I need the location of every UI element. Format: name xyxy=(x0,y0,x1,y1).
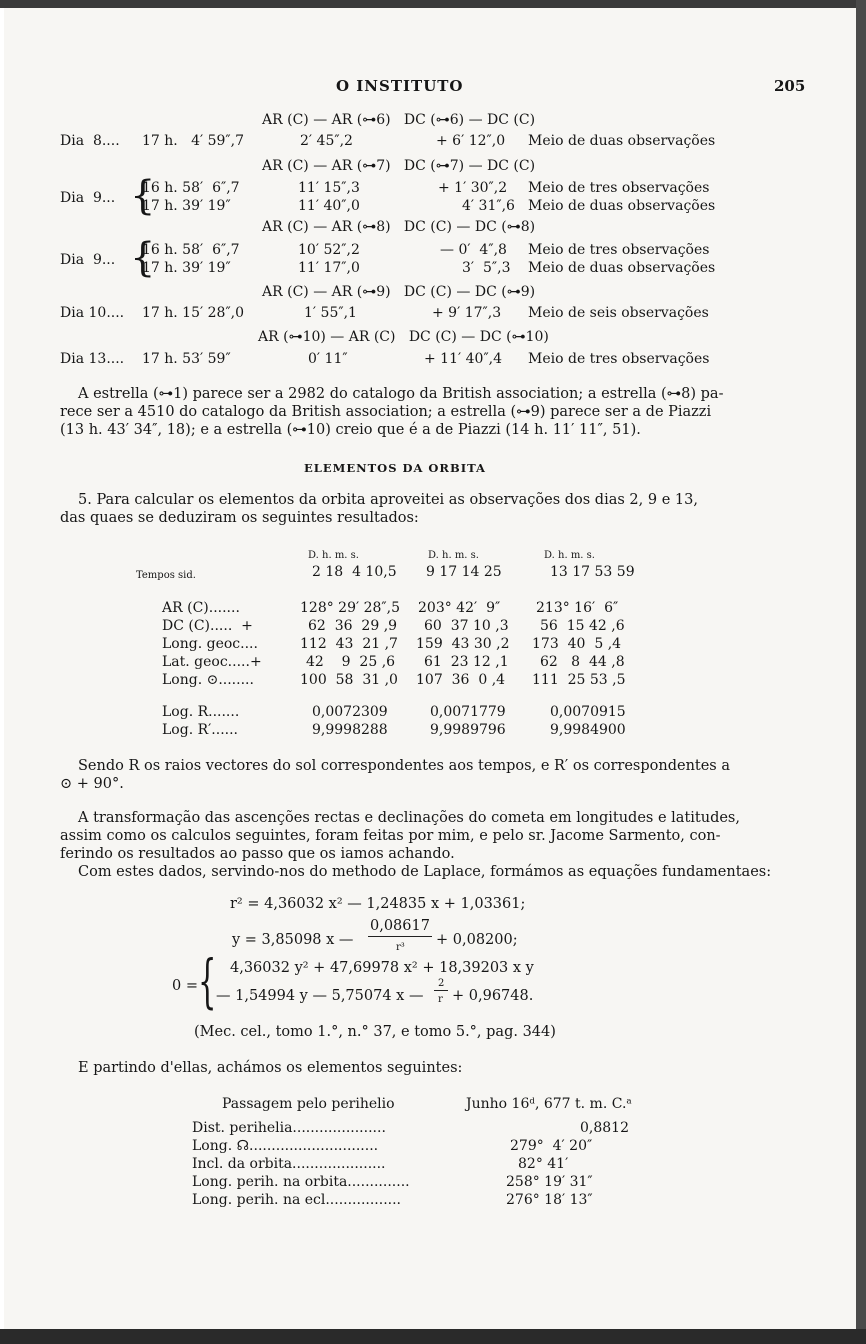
obs-day: Dia 8.... xyxy=(60,133,120,149)
obs-note: Meio de seis observações xyxy=(528,305,709,321)
obs-head: AR (C) — AR (⊶6) DC (⊶6) — DC (C) xyxy=(262,112,536,128)
obs-ar: 10′ 52″,2 xyxy=(298,242,360,258)
obs-note: Meio de tres observações xyxy=(528,351,710,367)
cell: 9 17 14 25 xyxy=(426,564,502,580)
column-unit: D. h. m. s. xyxy=(544,550,595,561)
element-label: Long. ☊............................. xyxy=(192,1138,379,1154)
element-value: 276° 18′ 13″ xyxy=(506,1192,593,1208)
paragraph-line: ⊙ + 90°. xyxy=(60,776,124,792)
obs-time: 17 h. 39′ 19″ xyxy=(142,260,231,276)
cell: 56 15 42 ,6 xyxy=(540,618,625,634)
equation: r² = 4,36032 x² — 1,24835 x + 1,03361; xyxy=(230,896,526,912)
row-label: Log. R′...... xyxy=(162,722,239,738)
paragraph-line: rece ser a 4510 do catalogo da British association; a estrella (⊶9) parece ser a de Piazzi xyxy=(60,404,712,420)
element-label: Long. perih. na orbita.............. xyxy=(192,1174,410,1190)
cell: 112 43 21 ,7 xyxy=(300,636,398,652)
scan-edge-top xyxy=(0,0,866,8)
paragraph-line: ferindo os resultados ao passo que os iamos achando. xyxy=(60,846,455,862)
obs-time: 16 h. 58′ 6″,7 xyxy=(142,242,240,258)
obs-day: Dia 9... xyxy=(60,190,116,206)
fraction-numerator: 2 xyxy=(438,978,445,989)
column-unit: D. h. m. s. xyxy=(428,550,479,561)
cell: 0,0072309 xyxy=(312,704,388,720)
obs-time: 17 h. 15′ 28″,0 xyxy=(142,305,245,321)
equation: — 1,54994 y — 5,75074 x — xyxy=(216,988,429,1004)
obs-dc: + 9′ 17″,3 xyxy=(432,305,502,321)
cell: 213° 16′ 6″ xyxy=(536,600,619,616)
cell: 60 37 10 ,3 xyxy=(424,618,509,634)
row-label: Long. geoc.... xyxy=(162,636,258,652)
cell: 2 18 4 10,5 xyxy=(312,564,397,580)
paragraph-line: Com estes dados, servindo-nos do methodo de Laplace, formámos as equações fundamentaes: xyxy=(78,864,772,880)
row-label: Long. ⊙........ xyxy=(162,672,254,688)
element-value: 82° 41′ xyxy=(518,1156,569,1172)
row-label: Tempos sid. xyxy=(136,570,196,581)
cell: 62 36 29 ,9 xyxy=(308,618,398,634)
fraction-denominator: r xyxy=(438,994,443,1005)
obs-note: Meio de tres observações xyxy=(528,180,710,196)
section-title: ELEMENTOS DA ORBITA xyxy=(304,461,486,475)
paragraph-line: Sendo R os raios vectores do sol correspondentes aos tempos, e R′ os correspondentes a xyxy=(78,758,731,774)
obs-head: AR (C) — AR (⊶8) DC (C) — DC (⊶8) xyxy=(262,219,536,235)
element-label: Passagem pelo perihelio xyxy=(222,1096,395,1112)
row-label: AR (C)....... xyxy=(162,600,240,616)
cell: 159 43 30 ,2 xyxy=(416,636,510,652)
cell: 42 9 25 ,6 xyxy=(306,654,396,670)
obs-note: Meio de tres observações xyxy=(528,242,710,258)
obs-head: AR (C) — AR (⊶7) DC (⊶7) — DC (C) xyxy=(262,158,536,174)
element-label: Incl. da orbita..................... xyxy=(192,1156,386,1172)
fraction-bar xyxy=(368,936,432,937)
cell: 0,0071779 xyxy=(430,704,506,720)
brace-icon: { xyxy=(198,947,217,1015)
obs-note: Meio de duas observações xyxy=(528,133,716,149)
cell: 9,9998288 xyxy=(312,722,388,738)
cell: 100 58 31 ,0 xyxy=(300,672,398,688)
element-value: 258° 19′ 31″ xyxy=(506,1174,593,1190)
paragraph-line: das quaes se deduziram os seguintes resultados: xyxy=(60,510,419,526)
obs-dc: 3′ 5″,3 xyxy=(462,260,511,276)
obs-time: 17 h. 39′ 19″ xyxy=(142,198,231,214)
cell: 0,0070915 xyxy=(550,704,626,720)
cell: 61 23 12 ,1 xyxy=(424,654,509,670)
fraction-numerator: 0,08617 xyxy=(370,918,430,934)
cell: 9,9989796 xyxy=(430,722,506,738)
obs-day: Dia 10.... xyxy=(60,305,125,321)
column-unit: D. h. m. s. xyxy=(308,550,359,561)
obs-time: 17 h. 53′ 59″ xyxy=(142,351,231,367)
paragraph-line: A estrella (⊶1) parece ser a 2982 do catalogo da British association; a estrella (⊶8) pa- xyxy=(78,386,724,402)
cell: 107 36 0 ,4 xyxy=(416,672,506,688)
obs-dc: 4′ 31″,6 xyxy=(462,198,515,214)
obs-head: AR (C) — AR (⊶9) DC (C) — DC (⊶9) xyxy=(262,284,536,300)
paragraph-line: 5. Para calcular os elementos da orbita aproveitei as observações dos dias 2, 9 e 13, xyxy=(78,492,698,508)
brace-icon: { xyxy=(130,235,156,281)
cell: 62 8 44 ,8 xyxy=(540,654,625,670)
row-label: Log. R....... xyxy=(162,704,240,720)
element-label: Dist. perihelia..................... xyxy=(192,1120,386,1136)
obs-ar: 1′ 55″,1 xyxy=(304,305,357,321)
scan-edge-right xyxy=(856,0,866,1344)
obs-ar: 0′ 11″ xyxy=(308,351,348,367)
obs-dc: + 11′ 40″,4 xyxy=(424,351,503,367)
equation: + 0,96748. xyxy=(452,988,534,1004)
fraction-bar xyxy=(434,990,448,991)
element-value: 0,8812 xyxy=(580,1120,629,1136)
obs-ar: 2′ 45″,2 xyxy=(300,133,353,149)
page-number: 205 xyxy=(774,77,806,95)
cell: 111 25 53 ,5 xyxy=(532,672,626,688)
row-label: DC (C)..... + xyxy=(162,618,253,634)
row-label: Lat. geoc.....+ xyxy=(162,654,262,670)
obs-time: 17 h. 4′ 59″,7 xyxy=(142,133,245,149)
equation: + 0,08200; xyxy=(436,932,518,948)
cell: 13 17 53 59 xyxy=(550,564,635,580)
obs-note: Meio de duas observações xyxy=(528,198,716,214)
paragraph-line: (13 h. 43′ 34″, 18); e a estrella (⊶10) creio que é a de Piazzi (14 h. 11′ 11″, 51). xyxy=(60,422,641,438)
scan-edge-bottom xyxy=(0,1329,866,1344)
obs-dc: + 1′ 30″,2 xyxy=(438,180,508,196)
obs-day: Dia 13.... xyxy=(60,351,125,367)
obs-note: Meio de duas observações xyxy=(528,260,716,276)
cell: 128° 29′ 28″,5 xyxy=(300,600,401,616)
element-label: Long. perih. na ecl................. xyxy=(192,1192,402,1208)
obs-ar: 11′ 17″,0 xyxy=(298,260,360,276)
obs-dc: + 6′ 12″,0 xyxy=(436,133,506,149)
cell: 9,9984900 xyxy=(550,722,626,738)
element-value: Junho 16ᵈ, 677 t. m. C.ᵃ xyxy=(466,1096,632,1112)
equation-lead: 0 = xyxy=(172,978,198,994)
equation: y = 3,85098 x — xyxy=(232,932,354,948)
obs-day: Dia 9... xyxy=(60,252,116,268)
cell: 173 40 5 ,4 xyxy=(532,636,622,652)
reference: (Mec. cel., tomo 1.°, n.° 37, e tomo 5.°, pag. 344) xyxy=(194,1024,556,1040)
paragraph-line: E partindo d'ellas, achámos os elementos seguintes: xyxy=(78,1060,463,1076)
obs-head: AR (⊶10) — AR (C) DC (C) — DC (⊶10) xyxy=(258,329,549,345)
paragraph-line: A transformação das ascenções rectas e declinações do cometa em longitudes e latitudes, xyxy=(78,810,740,826)
obs-ar: 11′ 15″,3 xyxy=(298,180,360,196)
cell: 203° 42′ 9″ xyxy=(418,600,501,616)
paragraph-line: assim como os calculos seguintes, foram feitas por mim, e pelo sr. Jacome Sarmento, con- xyxy=(60,828,721,844)
element-value: 279° 4′ 20″ xyxy=(510,1138,593,1154)
fraction-denominator: r³ xyxy=(396,942,405,953)
brace-icon: { xyxy=(130,173,156,219)
obs-dc: — 0′ 4″,8 xyxy=(440,242,507,258)
running-title: O INSTITUTO xyxy=(336,77,464,95)
obs-ar: 11′ 40″,0 xyxy=(298,198,360,214)
obs-time: 16 h. 58′ 6″,7 xyxy=(142,180,240,196)
equation: 4,36032 y² + 47,69978 x² + 18,39203 x y xyxy=(230,960,534,976)
